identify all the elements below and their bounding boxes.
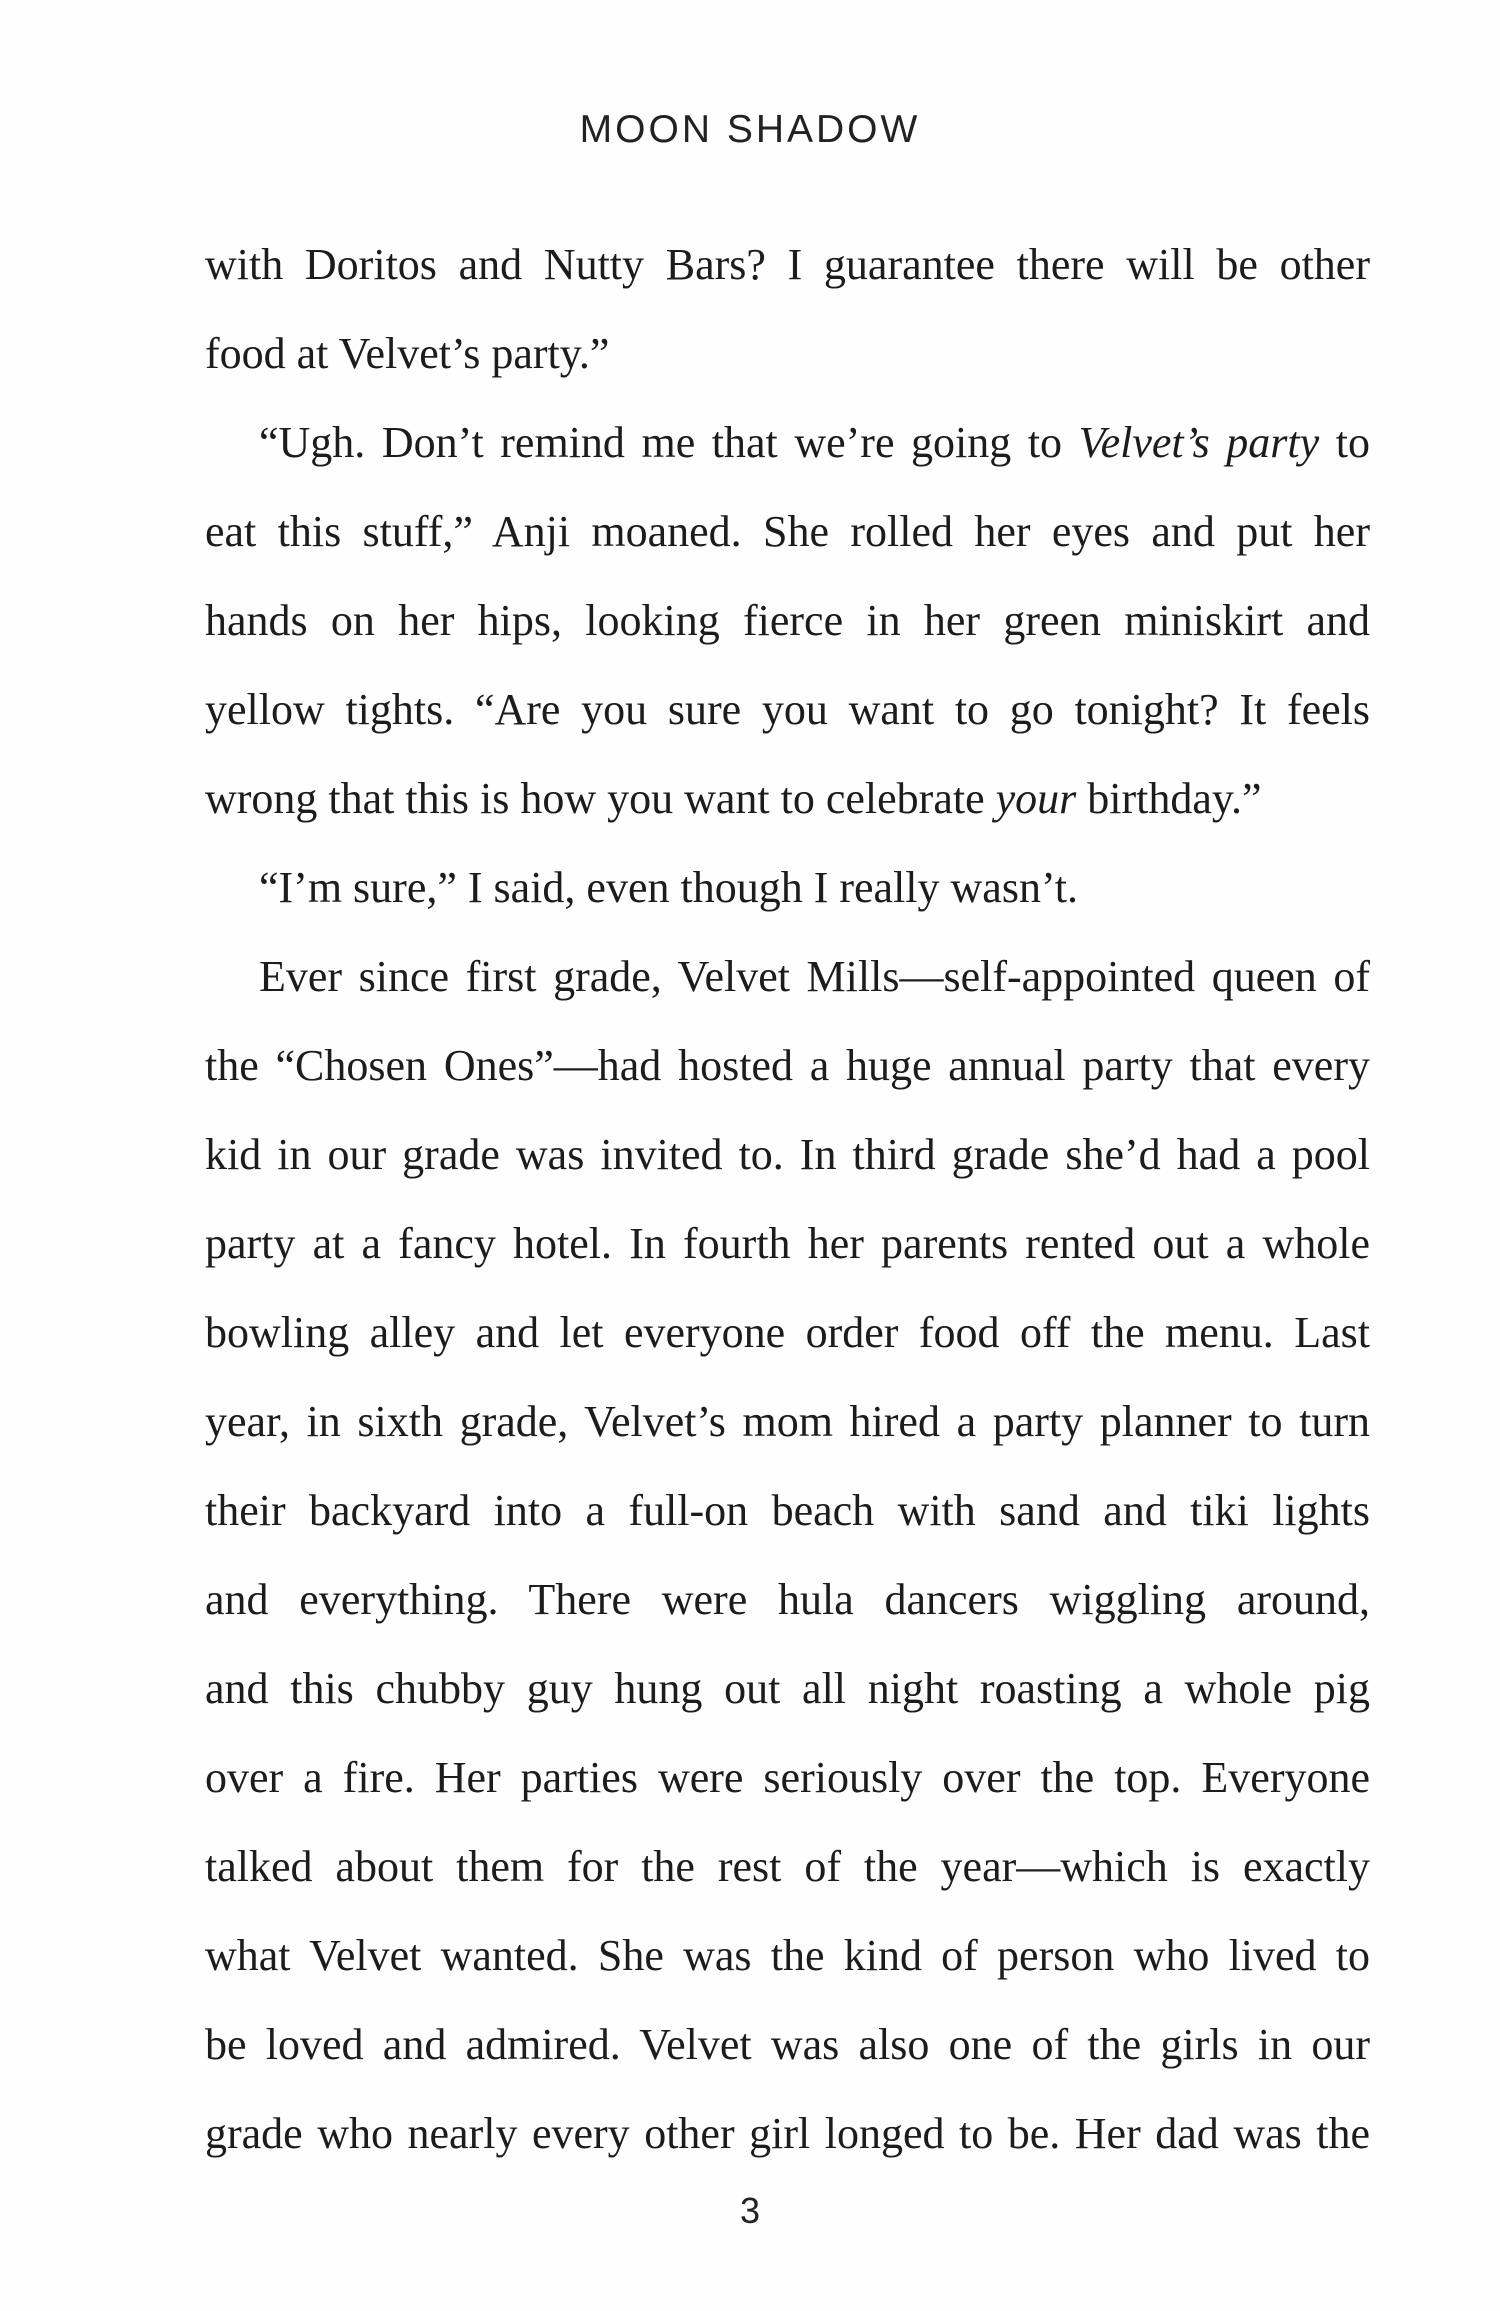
text-line: and this chubby guy hung out all night roasting a whole pig bbox=[205, 1664, 1370, 1713]
text-line: talked about them for the rest of the year—which is exactly bbox=[205, 1842, 1370, 1891]
text-line: “I’m sure,” I said, even though I really wasn’t. bbox=[259, 863, 1079, 912]
text-line: over a fire. Her parties were seriously over the top. Everyone bbox=[205, 1753, 1370, 1802]
text-line: kid in our grade was invited to. In third grade she’d had a pool bbox=[205, 1130, 1370, 1179]
italic-text: your bbox=[995, 774, 1077, 823]
text-run: “Ugh. Don’t remind me that we’re going to bbox=[259, 418, 1079, 467]
text-line: Ever since first grade, Velvet Mills—self-appointed queen of bbox=[259, 952, 1370, 1001]
text-line: be loved and admired. Velvet was also one of the girls in our bbox=[205, 2020, 1370, 2069]
text-run: wrong that this is how you want to celebrate bbox=[205, 774, 996, 823]
italic-text: Velvet’s party bbox=[1078, 418, 1320, 467]
text-line: with Doritos and Nutty Bars? I guarantee there will be other bbox=[205, 240, 1370, 289]
text-line: their backyard into a full-on beach with sand and tiki lights bbox=[205, 1486, 1370, 1535]
text-line: party at a fancy hotel. In fourth her parents rented out a whole bbox=[205, 1219, 1370, 1268]
text-line: year, in sixth grade, Velvet’s mom hired a party planner to turn bbox=[205, 1397, 1370, 1446]
text-line: food at Velvet’s party.” bbox=[205, 329, 610, 378]
text-line: eat this stuff,” Anji moaned. She rolled her eyes and put her bbox=[205, 507, 1370, 556]
text-run: to bbox=[1319, 418, 1370, 467]
running-head: MOON SHADOW bbox=[579, 108, 921, 151]
text-line: what Velvet wanted. She was the kind of person who lived to bbox=[205, 1931, 1370, 1980]
text-line: yellow tights. “Are you sure you want to go tonight? It feels bbox=[205, 685, 1370, 734]
text-line bbox=[205, 398, 1370, 487]
text-line bbox=[205, 754, 1370, 843]
page-number: 3 bbox=[739, 2190, 761, 2231]
text-line: grade who nearly every other girl longed to be. Her dad was the bbox=[205, 2109, 1370, 2158]
text-line: the “Chosen Ones”—had hosted a huge annual party that every bbox=[205, 1041, 1370, 1090]
text-line: bowling alley and let everyone order food off the menu. Last bbox=[205, 1308, 1370, 1357]
text-line: and everything. There were hula dancers wiggling around, bbox=[205, 1575, 1370, 1624]
body-text bbox=[205, 220, 1370, 2178]
text-line: hands on her hips, looking fierce in her green miniskirt and bbox=[205, 596, 1370, 645]
text-run: birthday.” bbox=[1076, 774, 1262, 823]
